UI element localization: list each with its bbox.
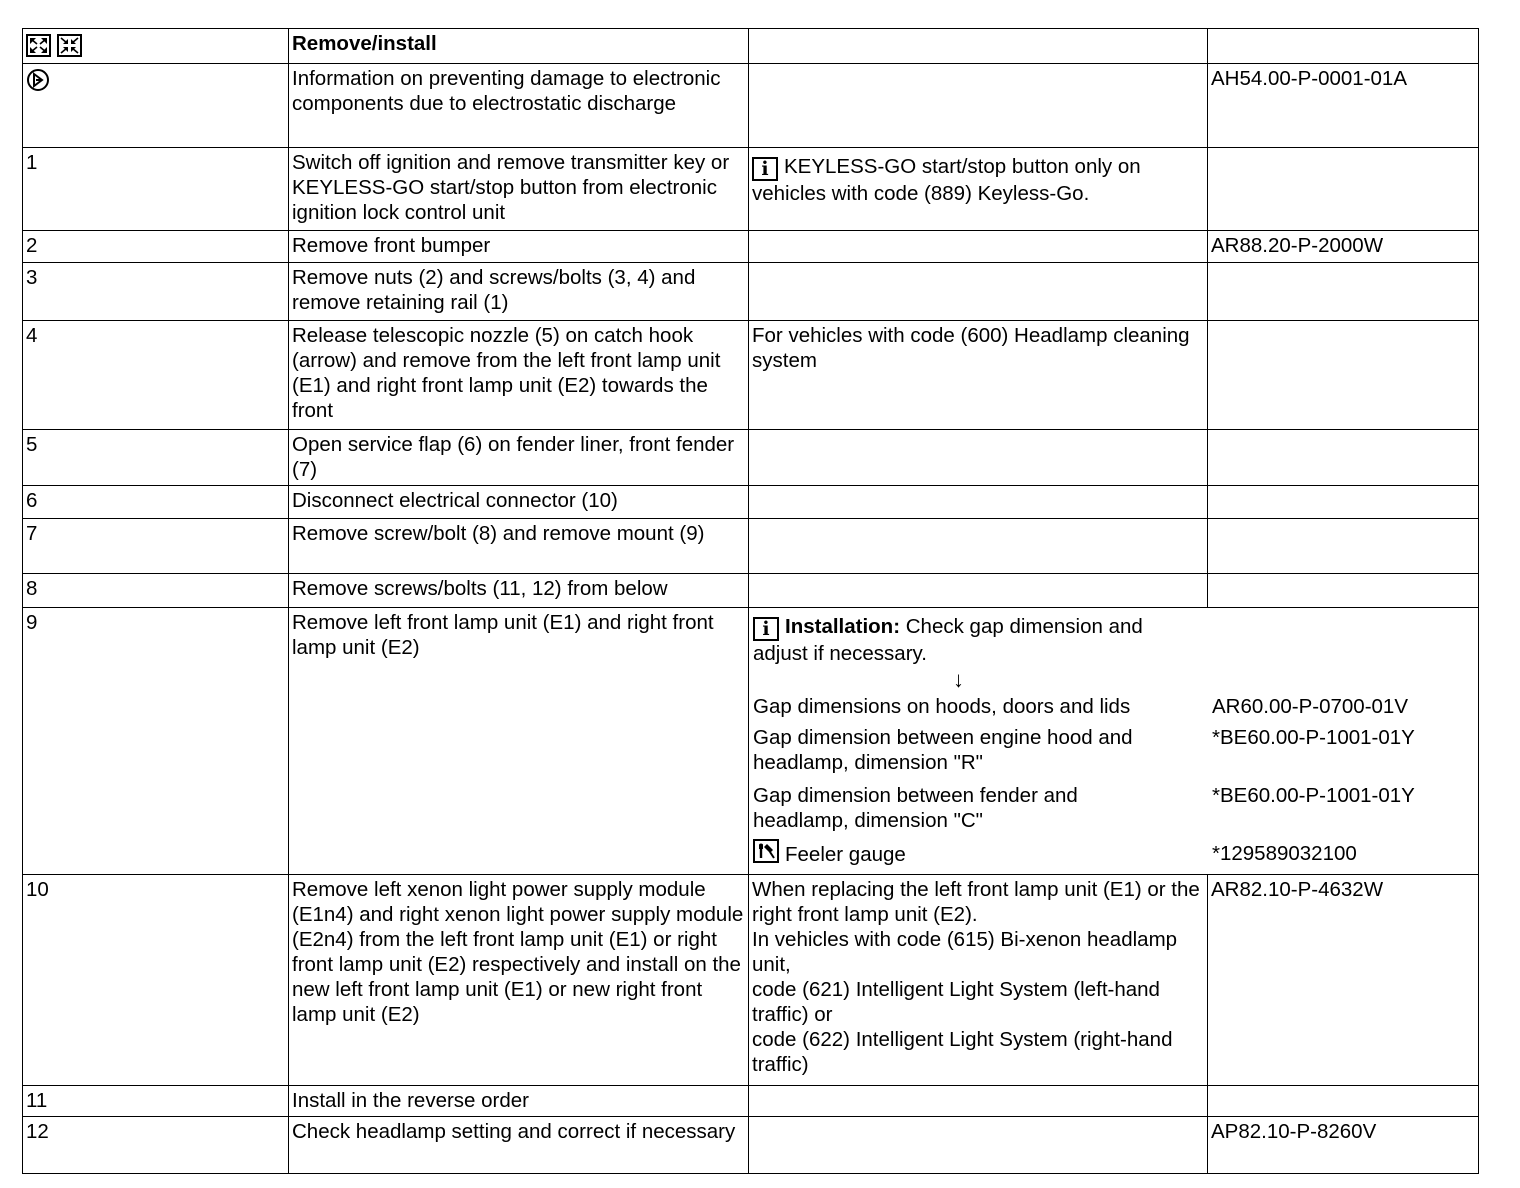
special-tool-icon bbox=[753, 839, 779, 863]
note-cell bbox=[749, 148, 1208, 231]
gap-subrow bbox=[753, 839, 1474, 867]
gap-subrow bbox=[753, 725, 1474, 775]
reference-link[interactable]: AR82.10-P-4632W bbox=[1208, 875, 1479, 1086]
table-row-step-9 bbox=[23, 608, 1479, 875]
action-cell: Remove front bumper bbox=[289, 231, 749, 263]
step-number: 12 bbox=[23, 1117, 289, 1174]
reference-link[interactable]: *BE60.00-P-1001-01Y bbox=[1212, 726, 1415, 749]
table-row bbox=[23, 64, 1479, 148]
reference-link[interactable]: AP82.10-P-8260V bbox=[1208, 1117, 1479, 1174]
table-row bbox=[23, 321, 1479, 430]
note-paragraph: When replacing the left front lamp unit (E1) or the right front lamp unit (E2). bbox=[752, 878, 1200, 926]
note-cell bbox=[749, 430, 1208, 486]
header-empty-note bbox=[749, 29, 1208, 64]
arrow-down-icon: ↓ bbox=[953, 667, 964, 692]
reference-cell bbox=[1208, 486, 1479, 519]
procedure-table bbox=[22, 28, 1479, 1174]
action-cell: Install in the reverse order bbox=[289, 1086, 749, 1117]
note-cell bbox=[749, 875, 1208, 1086]
reference-cell bbox=[1208, 148, 1479, 231]
reference-link[interactable]: AH54.00-P-0001-01A bbox=[1208, 64, 1479, 148]
step-number: 3 bbox=[23, 263, 289, 321]
step-number: 5 bbox=[23, 430, 289, 486]
note-cell bbox=[749, 1117, 1208, 1174]
action-cell: Remove screw/bolt (8) and remove mount (9) bbox=[289, 519, 749, 574]
step-9-notes bbox=[749, 608, 1479, 875]
reference-cell bbox=[1208, 519, 1479, 574]
header-title: Remove/install bbox=[289, 29, 749, 64]
note-cell bbox=[749, 574, 1208, 608]
table-row bbox=[23, 519, 1479, 574]
gap-subrow bbox=[753, 783, 1474, 833]
table-row bbox=[23, 231, 1479, 263]
note-cell bbox=[749, 64, 1208, 148]
action-cell: Remove left front lamp unit (E1) and right front lamp unit (E2) bbox=[289, 608, 749, 875]
step-number: 1 bbox=[23, 148, 289, 231]
installation-label: Installation: bbox=[785, 615, 901, 638]
note-cell bbox=[749, 1086, 1208, 1117]
action-cell: Remove screws/bolts (11, 12) from below bbox=[289, 574, 749, 608]
installation-text: Check gap dimension and adjust if necessary. bbox=[753, 615, 1143, 665]
reference-link[interactable]: *BE60.00-P-1001-01Y bbox=[1212, 784, 1415, 807]
reference-link[interactable]: AR60.00-P-0700-01V bbox=[1212, 695, 1409, 718]
note-text: KEYLESS-GO start/stop button only on vehicles with code (889) Keyless-Go. bbox=[752, 155, 1141, 205]
info-icon: i bbox=[753, 617, 779, 641]
action-cell: Open service flap (6) on fender liner, front fender (7) bbox=[289, 430, 749, 486]
step-number: 7 bbox=[23, 519, 289, 574]
tool-text: Feeler gauge bbox=[785, 843, 906, 866]
reference-link[interactable]: AR88.20-P-2000W bbox=[1208, 231, 1479, 263]
info-icon: i bbox=[752, 157, 778, 181]
table-row bbox=[23, 875, 1479, 1086]
step-number: 4 bbox=[23, 321, 289, 430]
header-empty-ref bbox=[1208, 29, 1479, 64]
action-cell: Release telescopic nozzle (5) on catch hook (arrow) and remove from the left front lamp unit (E1) and right front lamp unit (E2) towards the front bbox=[289, 321, 749, 430]
tool-line bbox=[753, 839, 1204, 867]
collapse-arrows-icon[interactable] bbox=[57, 34, 82, 57]
table-row bbox=[23, 430, 1479, 486]
step-number: 2 bbox=[23, 231, 289, 263]
expand-arrows-icon[interactable] bbox=[26, 34, 51, 57]
reference-cell bbox=[1208, 430, 1479, 486]
gap-subrow bbox=[753, 694, 1474, 719]
gap-text: Gap dimension between fender and headlamp, dimension "C" bbox=[753, 784, 1078, 832]
table-row bbox=[23, 148, 1479, 231]
table-row bbox=[23, 486, 1479, 519]
table-row bbox=[23, 574, 1479, 608]
step-cell bbox=[23, 64, 289, 148]
header-row bbox=[23, 29, 1479, 64]
table-row bbox=[23, 1117, 1479, 1174]
action-cell: Information on preventing damage to electronic components due to electrostatic discharge bbox=[289, 64, 749, 148]
reference-cell bbox=[1208, 574, 1479, 608]
table-row bbox=[23, 1086, 1479, 1117]
action-cell: Remove nuts (2) and screws/bolts (3, 4) and remove retaining rail (1) bbox=[289, 263, 749, 321]
esd-warning-icon bbox=[26, 68, 50, 92]
note-cell bbox=[749, 519, 1208, 574]
action-cell: Disconnect electrical connector (10) bbox=[289, 486, 749, 519]
step-number: 10 bbox=[23, 875, 289, 1086]
note-paragraph: code (622) Intelligent Light System (right-hand traffic) bbox=[752, 1028, 1173, 1076]
table-row bbox=[23, 263, 1479, 321]
tool-part-number[interactable]: *129589032100 bbox=[1212, 842, 1357, 865]
action-cell: Switch off ignition and remove transmitter key or KEYLESS-GO start/stop button from electronic ignition lock control unit bbox=[289, 148, 749, 231]
action-cell: Check headlamp setting and correct if necessary bbox=[289, 1117, 749, 1174]
reference-cell bbox=[1208, 263, 1479, 321]
gap-text: Gap dimension between engine hood and headlamp, dimension "R" bbox=[753, 726, 1133, 774]
header-icons-cell bbox=[23, 29, 289, 64]
note-cell: For vehicles with code (600) Headlamp cleaning system bbox=[749, 321, 1208, 430]
note-paragraph: In vehicles with code (615) Bi-xenon headlamp unit, bbox=[752, 928, 1178, 976]
note-cell bbox=[749, 486, 1208, 519]
note-paragraph: code (621) Intelligent Light System (left-hand traffic) or bbox=[752, 978, 1160, 1026]
step-number: 6 bbox=[23, 486, 289, 519]
note-cell bbox=[749, 231, 1208, 263]
reference-cell bbox=[1208, 321, 1479, 430]
action-cell: Remove left xenon light power supply module (E1n4) and right xenon light power supply module (E2n4) from the left front lamp unit (E1) or right front lamp unit (E2) respectively and install on the new left front lamp unit (E1) or new right front lamp unit (E2) bbox=[289, 875, 749, 1086]
step-number: 9 bbox=[23, 608, 289, 875]
note-cell bbox=[749, 263, 1208, 321]
reference-cell bbox=[1208, 1086, 1479, 1117]
step-number: 8 bbox=[23, 574, 289, 608]
gap-text: Gap dimensions on hoods, doors and lids bbox=[753, 695, 1131, 718]
step-number: 11 bbox=[23, 1086, 289, 1117]
